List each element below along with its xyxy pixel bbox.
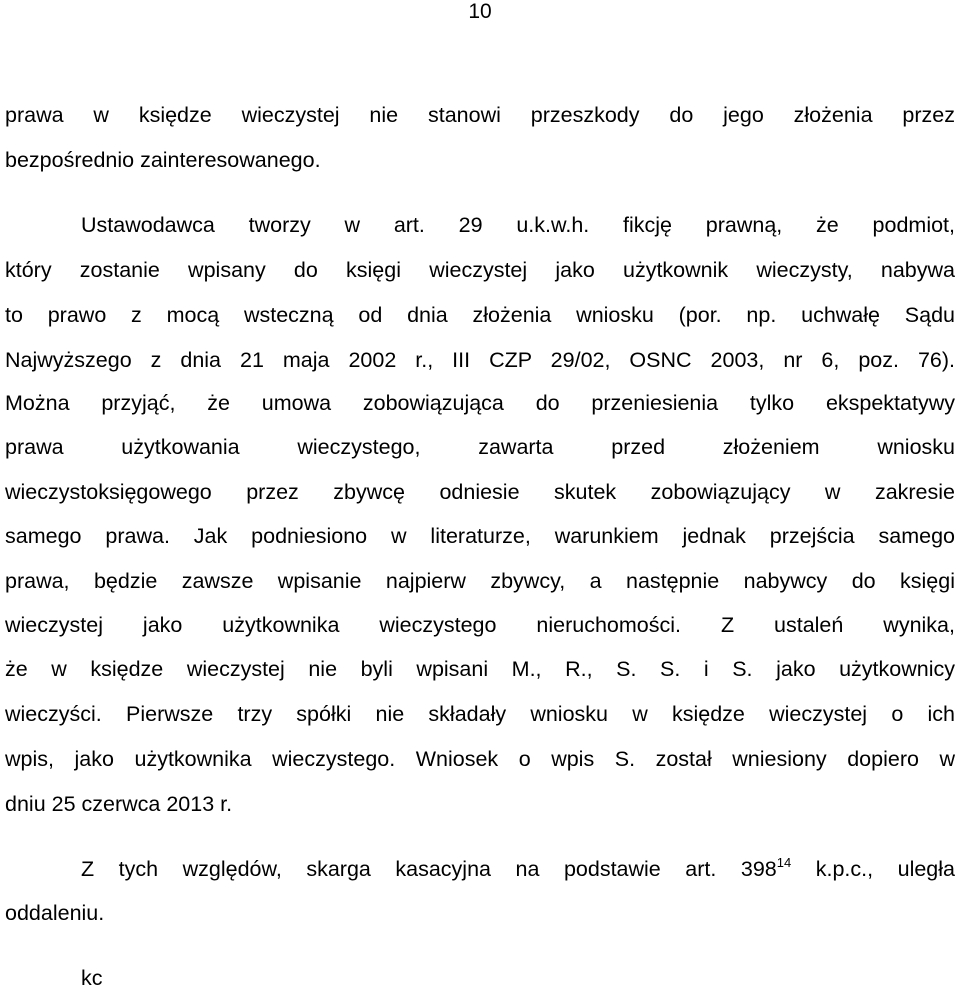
- text-line: że w księdze wieczystej nie byli wpisani M., R., S. S. i S. jako użytkownicy: [5, 657, 955, 681]
- text-line: dniu 25 czerwca 2013 r.: [5, 792, 233, 816]
- text-line: prawa, będzie zawsze wpisanie najpierw zbywcy, a następnie nabywcy do księgi: [5, 569, 955, 593]
- text-line: wieczystej jako użytkownika wieczystego nieruchomości. Z ustaleń wynika,: [5, 613, 955, 637]
- text-line: który zostanie wpisany do księgi wieczystej jako użytkownik wieczysty, nabywa: [5, 258, 955, 282]
- text-line: prawa w księdze wieczystej nie stanowi przeszkody do jego złożenia przez: [5, 103, 955, 127]
- text-line: prawa użytkowania wieczystego, zawarta przed złożeniem wniosku: [5, 435, 955, 459]
- text-line: bezpośrednio zainteresowanego.: [5, 148, 321, 172]
- page-number: 10: [468, 0, 492, 23]
- text-line: samego prawa. Jak podniesiono w literaturze, warunkiem jednak przejścia samego: [5, 524, 955, 548]
- text-line: wieczystoksięgowego przez zbywcę odniesie skutek zobowiązujący w zakresie: [5, 480, 955, 504]
- text-line: [81, 855, 955, 883]
- text-line: Można przyjąć, że umowa zobowiązująca do przeniesienia tylko ekspektatywy: [5, 391, 955, 415]
- conclusion-text: Z tych względów, skarga kasacyjna na podstawie art. 398: [81, 857, 777, 881]
- article-superscript: 14: [776, 855, 792, 870]
- text-line: Najwyższego z dnia 21 maja 2002 r., III CZP 29/02, OSNC 2003, nr 6, poz. 76).: [5, 348, 955, 372]
- author-initials: kc: [81, 966, 103, 990]
- text-line: wieczyści. Pierwsze trzy spółki nie składały wniosku w księdze wieczystej o ich: [5, 702, 955, 726]
- text-line: to prawo z mocą wsteczną od dnia złożenia wniosku (por. np. uchwałę Sądu: [5, 303, 955, 327]
- text-line: oddaleniu.: [5, 901, 105, 925]
- conclusion-text-end: k.p.c., uległa: [791, 857, 955, 881]
- text-line: Ustawodawca tworzy w art. 29 u.k.w.h. fikcję prawną, że podmiot,: [81, 213, 955, 237]
- text-line: wpis, jako użytkownika wieczystego. Wniosek o wpis S. został wniesiony dopiero w: [5, 747, 955, 771]
